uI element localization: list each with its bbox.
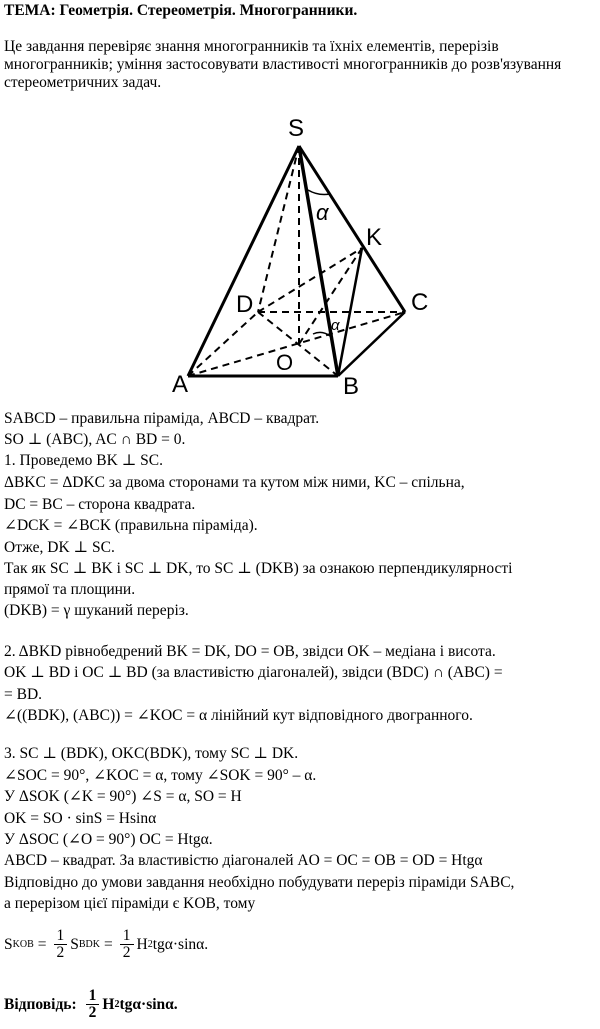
text-line: SO ⊥ (ABC), AC ∩ BD = 0. bbox=[4, 431, 186, 448]
text-line: OK ⊥ BD і OC ⊥ BD (за властивістю діагоналей), звідси (BDC) ∩ (ABC) = bbox=[4, 664, 503, 681]
label-D: D bbox=[236, 291, 254, 318]
text-line: 3. SC ⊥ (BDK), OKC(BDK), тому SC ⊥ DK. bbox=[4, 745, 299, 762]
formula-h: H bbox=[136, 935, 148, 953]
label-alpha-top: α bbox=[316, 200, 329, 225]
page-title: ТЕМА: Геометрія. Стереометрія. Многогранники. bbox=[4, 2, 358, 19]
formula-sub-kob: KOB bbox=[12, 939, 34, 950]
fraction-numerator: 1 bbox=[120, 928, 134, 945]
text-line: У ΔSOK (∠K = 90°) ∠S = α, SO = H bbox=[4, 788, 242, 805]
formula-eq2: = bbox=[104, 935, 113, 953]
intro-paragraph: Це завдання перевіряє знання многогранників та їхніх елементів, перерізів многогранників; уміння застосовувати властивості многогранників до розв'язування стереометричних задач. bbox=[4, 38, 562, 91]
formula-s2: S bbox=[70, 935, 79, 953]
text-line: (DKB) = γ шуканий переріз. bbox=[4, 602, 189, 619]
formula-sub-bdk: BDK bbox=[78, 939, 100, 950]
text-line: Отже, DK ⊥ SC. bbox=[4, 539, 115, 556]
formula-sup: 2 bbox=[147, 939, 153, 950]
text-line: ∠SOC = 90°, ∠KOC = α, тому ∠SOK = 90° – α. bbox=[4, 767, 317, 784]
answer-sup: 2 bbox=[114, 999, 120, 1010]
text-line: Так як SC ⊥ BK і SC ⊥ DK, то SC ⊥ (DKB) за ознакою перпендикулярності bbox=[4, 560, 513, 577]
fraction-numerator: 1 bbox=[54, 928, 68, 945]
text-line: ∠DCK = ∠BCK (правильна піраміда). bbox=[4, 517, 258, 534]
label-B: B bbox=[343, 373, 360, 400]
label-S: S bbox=[288, 115, 305, 142]
formula-tail: tgα·sinα. bbox=[152, 935, 209, 953]
pyramid-figure bbox=[0, 108, 600, 413]
text-line: 1. Проведемо BK ⊥ SC. bbox=[4, 452, 163, 469]
answer-tail: tgα·sinα. bbox=[119, 995, 178, 1013]
fraction-denominator: 2 bbox=[88, 1004, 97, 1021]
formula-s: S bbox=[4, 935, 13, 953]
text-line: 2. ΔBKD рівнобедрений BK = DK, DO = OB, звідси OK – медіана і висота. bbox=[4, 643, 496, 660]
text-line: прямої та площини. bbox=[4, 581, 136, 598]
area-formula bbox=[4, 928, 208, 961]
formula-fraction bbox=[54, 928, 68, 961]
text-line: Відповідно до умови завдання необхідно побудувати переріз піраміди SABC, bbox=[4, 874, 515, 891]
formula-fraction-2 bbox=[120, 928, 134, 961]
label-K: K bbox=[366, 224, 383, 251]
text-line: ∠((BDK), (ABC)) = ∠KOC = α лінійний кут відповідного двогранного. bbox=[4, 707, 473, 724]
fraction-denominator: 2 bbox=[122, 944, 131, 961]
fraction-numerator: 1 bbox=[86, 988, 100, 1005]
label-A: A bbox=[172, 371, 189, 398]
text-line: OK = SO · sinS = Hsinα bbox=[4, 810, 157, 827]
text-line: DC = BC – сторона квадрата. bbox=[4, 496, 196, 513]
text-line: а перерізом цієї піраміди є KOB, тому bbox=[4, 895, 256, 912]
answer-fraction bbox=[86, 988, 100, 1021]
text-line: ΔBKC = ΔDKC за двома сторонами та кутом між ними, KC – спільна, bbox=[4, 474, 465, 491]
text-line: У ΔSOC (∠O = 90°) OC = Htgα. bbox=[4, 831, 213, 848]
text-line: ABCD – квадрат. За властивістю діагоналей AO = OC = OB = OD = Htgα bbox=[4, 852, 483, 869]
answer-h: H bbox=[102, 995, 115, 1013]
label-C: C bbox=[411, 289, 429, 316]
formula-eq: = bbox=[37, 935, 47, 953]
label-O: O bbox=[276, 350, 294, 375]
text-line: = BD. bbox=[4, 686, 43, 703]
text-line: SABCD – правильна піраміда, ABCD – квадрат. bbox=[4, 410, 320, 427]
label-alpha-bottom: α bbox=[331, 317, 340, 334]
answer-label: Відповідь: bbox=[4, 995, 77, 1013]
fraction-denominator: 2 bbox=[56, 944, 65, 961]
answer-row bbox=[4, 988, 178, 1021]
